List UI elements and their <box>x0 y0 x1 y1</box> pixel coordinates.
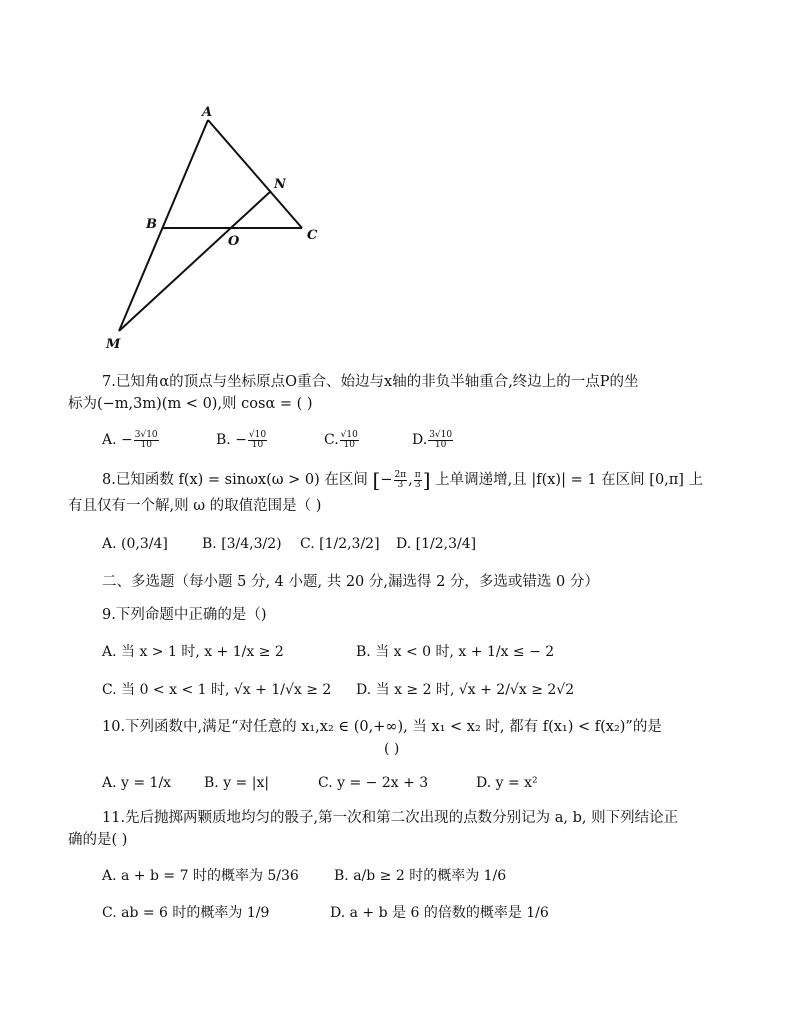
q10-option-c: C. y = − 2x + 3 <box>318 775 429 791</box>
triangle-figure <box>0 0 794 360</box>
q11-option-c: C. ab = 6 时的概率为 1/9 <box>102 905 270 921</box>
q10-option-b: B. y = |x| <box>204 775 270 791</box>
q10-option-a: A. y = 1/x <box>102 775 172 791</box>
label-a: A <box>202 105 213 120</box>
q7-line1: 7.已知角α的顶点与坐标原点O重合、始边与x轴的非负半轴重合,终边上的一点P的坐 <box>102 374 639 390</box>
q10-paren: ( ) <box>384 741 400 757</box>
q8-line2: 有且仅有一个解,则 ω 的取值范围是（ ) <box>68 498 322 514</box>
q8-option-b: B. [3/4,3/2) <box>202 536 282 552</box>
q9-option-a: A. 当 x > 1 时, x + 1/x ≥ 2 <box>102 644 284 660</box>
q7-line2: 标为(−m,3m)(m < 0),则 cosα = ( ) <box>68 396 313 412</box>
label-c: C <box>307 228 318 243</box>
q9-option-d: D. 当 x ≥ 2 时, √x + 2/√x ≥ 2√2 <box>356 682 575 698</box>
q8-option-c: C. [1/2,3/2] <box>300 536 380 552</box>
q7-option-c: C. $\frac{√10}{10}$ <box>324 429 358 450</box>
q7-option-a: A. − $\frac{3√10}{10}$ <box>102 429 158 450</box>
q9-option-b: B. 当 x < 0 时, x + 1/x ≤ − 2 <box>356 644 555 660</box>
q11-line1: 11.先后抛掷两颗质地均匀的骰子,第一次和第二次出现的点数分别记为 a, b, 则下列结论正 <box>102 810 679 826</box>
section-2-heading: 二、多选题（每小题 5 分, 4 小题, 共 20 分,漏选得 2 分，多选或错选 0 分） <box>102 574 599 590</box>
q11-option-b: B. a/b ≥ 2 时的概率为 1/6 <box>334 868 507 884</box>
q11-option-a: A. a + b = 7 时的概率为 5/36 <box>102 868 299 884</box>
q8-option-a: A. (0,3/4] <box>102 536 168 552</box>
label-o: O <box>228 234 240 249</box>
q8-line1: 8.已知函数 f(x) = sinωx(ω > 0) 在区间 [− $\frac{2\pi}{3}$ , $\frac{\pi}{3}$ ] 上单调递增,且 |f(x)| = 1 在区间 [0,π] 上 <box>102 468 704 492</box>
q9-option-c: C. 当 0 < x < 1 时, √x + 1/√x ≥ 2 <box>102 682 332 698</box>
label-m: M <box>106 337 121 352</box>
q10-option-d: D. y = x² <box>476 775 538 791</box>
q10-stem: 10.下列函数中,满足“对任意的 x₁,x₂ ∈ (0,+∞), 当 x₁ < x₂ 时, 都有 f(x₁) < f(x₂)”的是 <box>102 719 662 735</box>
q7-option-b: B. − $\frac{√10}{10}$ <box>216 429 267 450</box>
q11-line2: 确的是( ) <box>68 832 128 848</box>
q7-option-d: D. $\frac{3√10}{10}$ <box>412 429 453 450</box>
q8-option-d: D. [1/2,3/4] <box>396 536 477 552</box>
q9-stem: 9.下列命题中正确的是（) <box>102 607 267 623</box>
label-b: B <box>146 217 157 232</box>
label-n: N <box>274 177 286 192</box>
q11-option-d: D. a + b 是 6 的倍数的概率是 1/6 <box>330 905 549 921</box>
